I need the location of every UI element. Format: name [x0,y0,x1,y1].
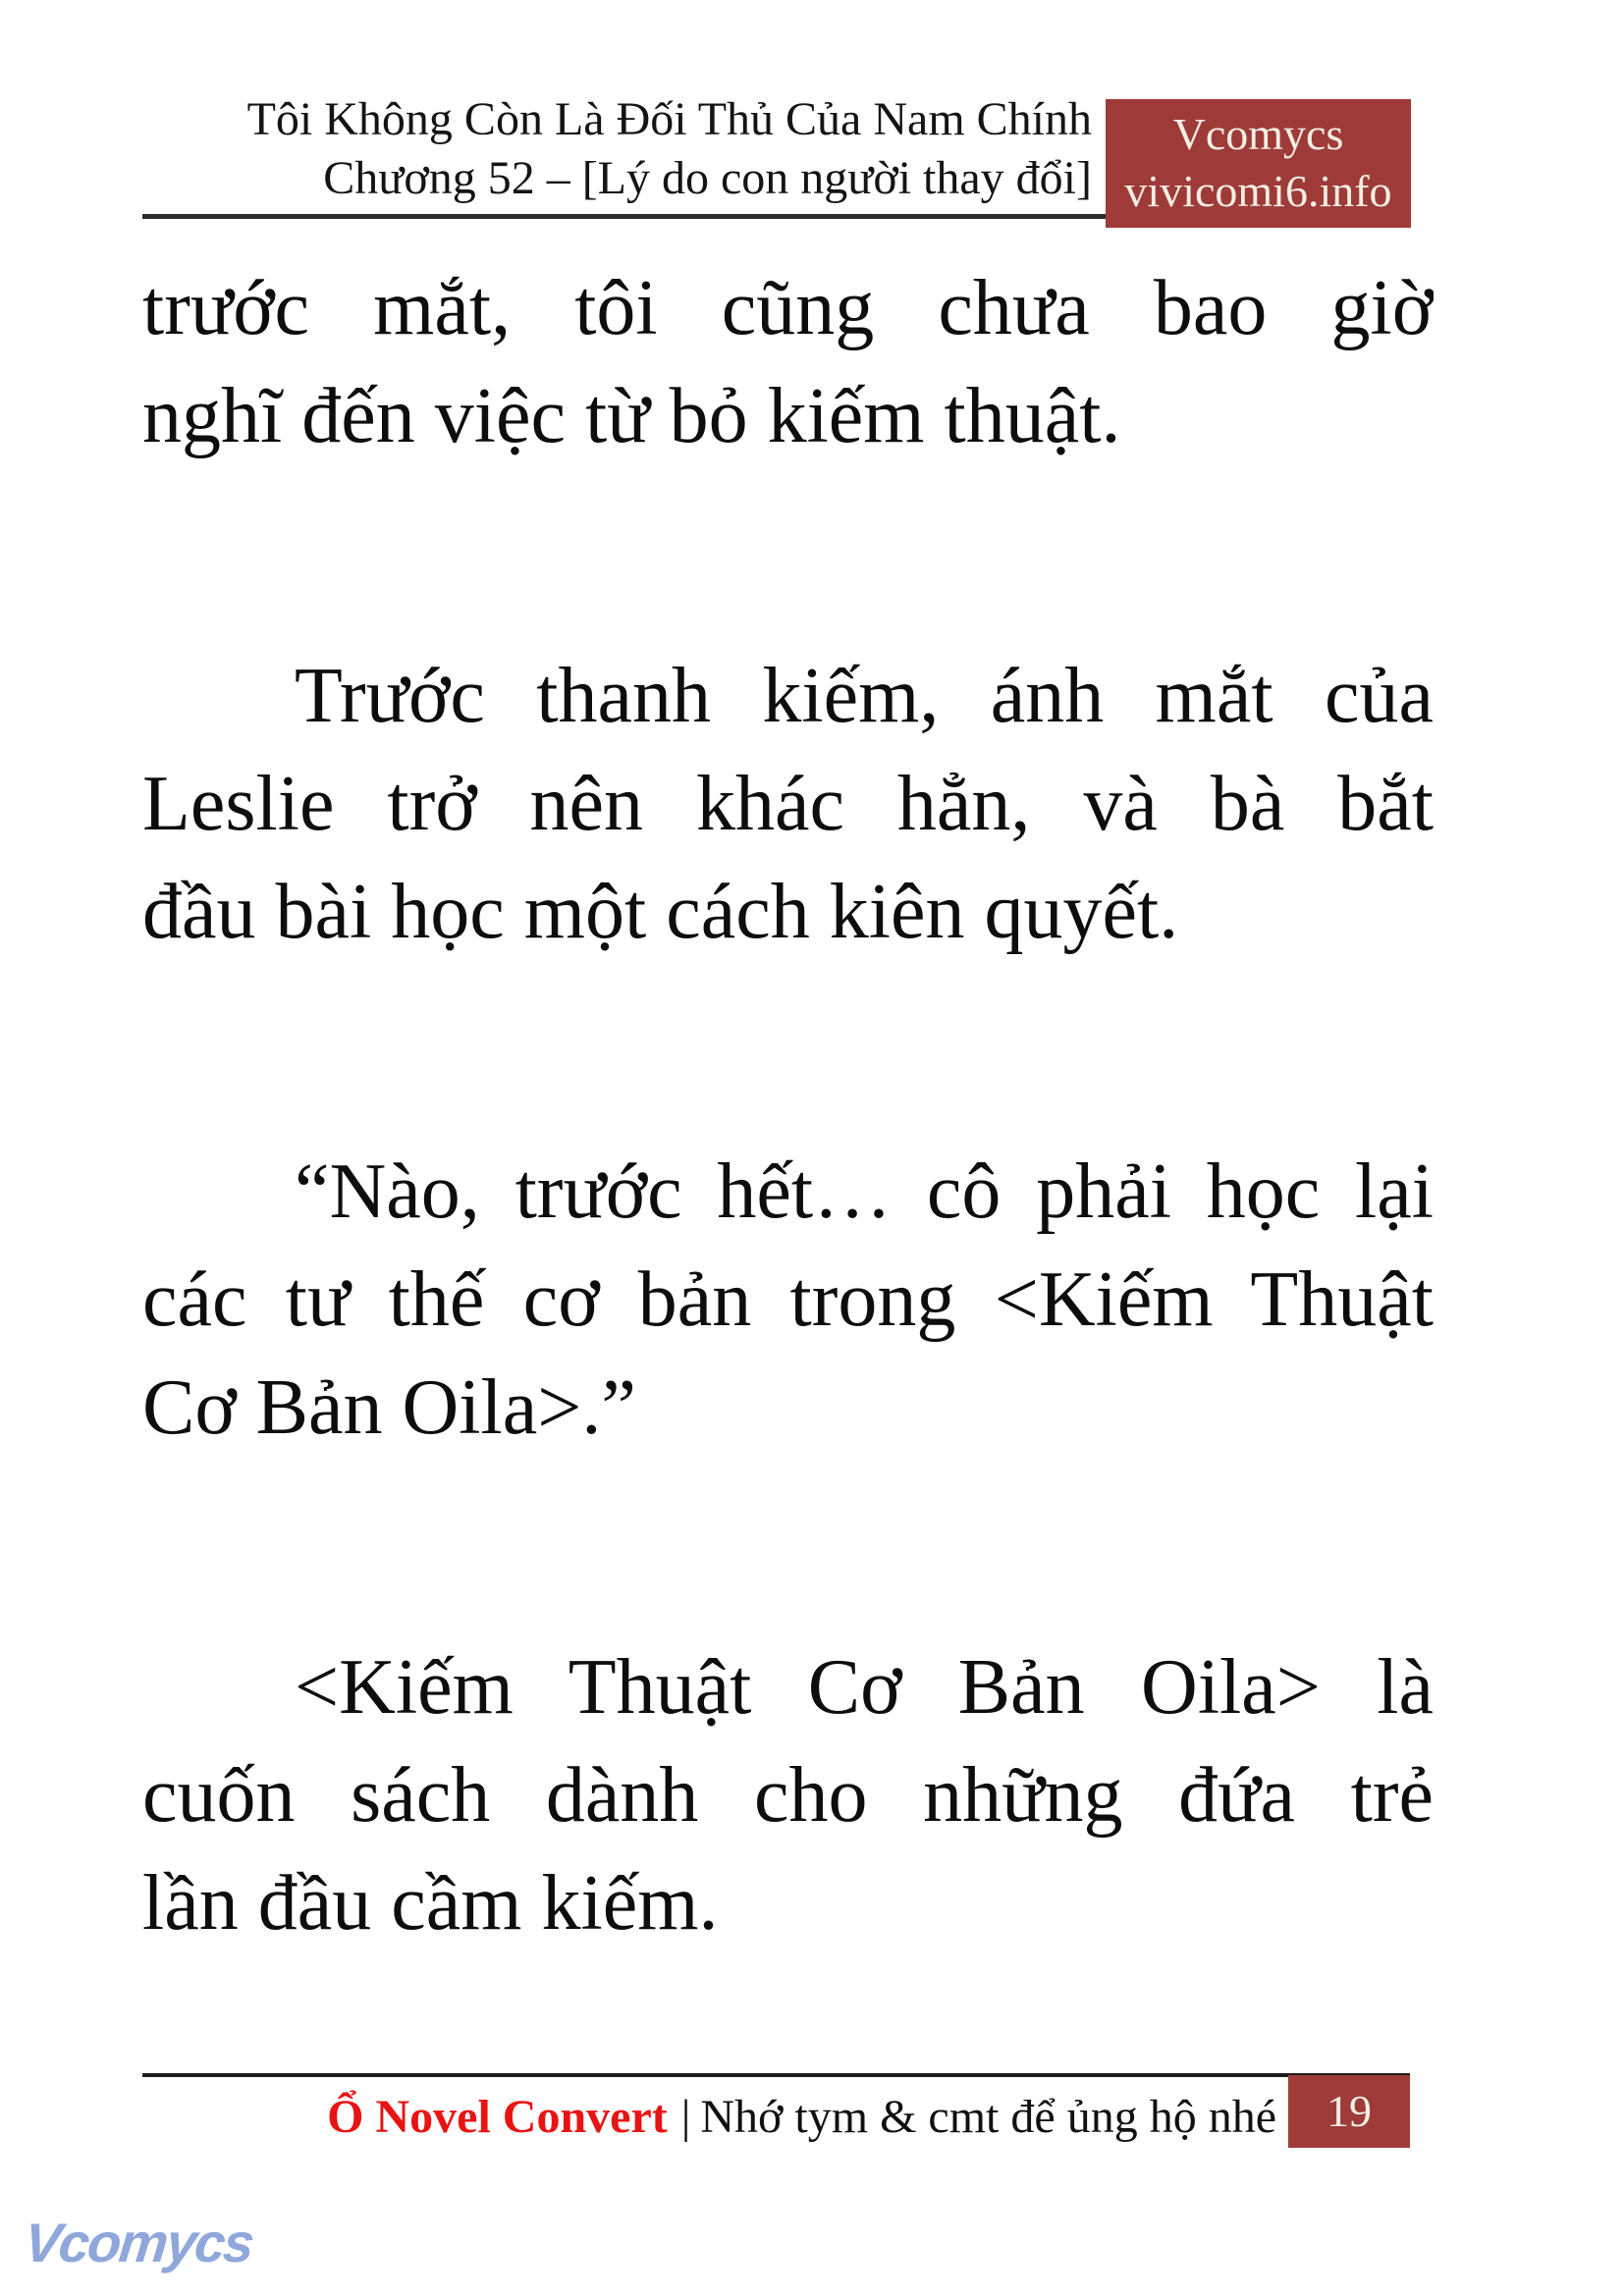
paragraph [142,1633,1434,1957]
paragraph-line: các tư thế cơ bản trong <Kiếm Thuật [142,1256,1434,1343]
paragraph-line: nghĩ đến việc từ bỏ kiếm thuật. [142,373,1121,459]
paragraph [142,1138,1434,1462]
page-number: 19 [1326,2086,1372,2136]
paragraph [142,254,1434,470]
paragraph-line: trước mắt, tôi cũng chưa bao giờ [142,265,1434,351]
book-title: Tôi Không Còn Là Đối Thủ Của Nam Chính [246,93,1092,145]
page-number-badge [1288,2075,1410,2148]
paragraph-line: “Nào, trước hết… cô phải học lại [295,1148,1434,1235]
paragraph-line: Leslie trở nên khác hẳn, và bà bắt [142,761,1434,847]
chapter-title: Chương 52 – [Lý do con người thay đổi] [323,152,1092,204]
page-body [142,254,1434,2129]
vcomycs-watermark-logo: Vcomycs [21,2212,256,2273]
paragraph-line: Cơ Bản Oila>.” [142,1364,636,1451]
paragraph [142,642,1434,966]
page-footer [142,2088,1276,2147]
paragraph-line: <Kiếm Thuật Cơ Bản Oila> là [295,1644,1434,1731]
brand-name: Vcomycs [1172,109,1344,159]
paragraph-line: đầu bài học một cách kiên quyết. [142,869,1179,955]
footer-separator: | [680,2091,691,2143]
paragraph-line: lần đầu cầm kiếm. [142,1860,719,1947]
footer-brand: Ổ Novel Convert [327,2091,668,2143]
brand-site: vivicomi6.info [1124,166,1392,216]
header-title-block [142,90,1092,208]
header-brand-badge [1106,99,1411,228]
paragraph-line: cuốn sách dành cho những đứa trẻ [142,1752,1434,1839]
footer-divider-line [142,2073,1410,2077]
footer-note: Nhớ tym & cmt để ủng hộ nhé [700,2091,1276,2143]
paragraph-line: Trước thanh kiếm, ánh mắt của [295,653,1434,739]
